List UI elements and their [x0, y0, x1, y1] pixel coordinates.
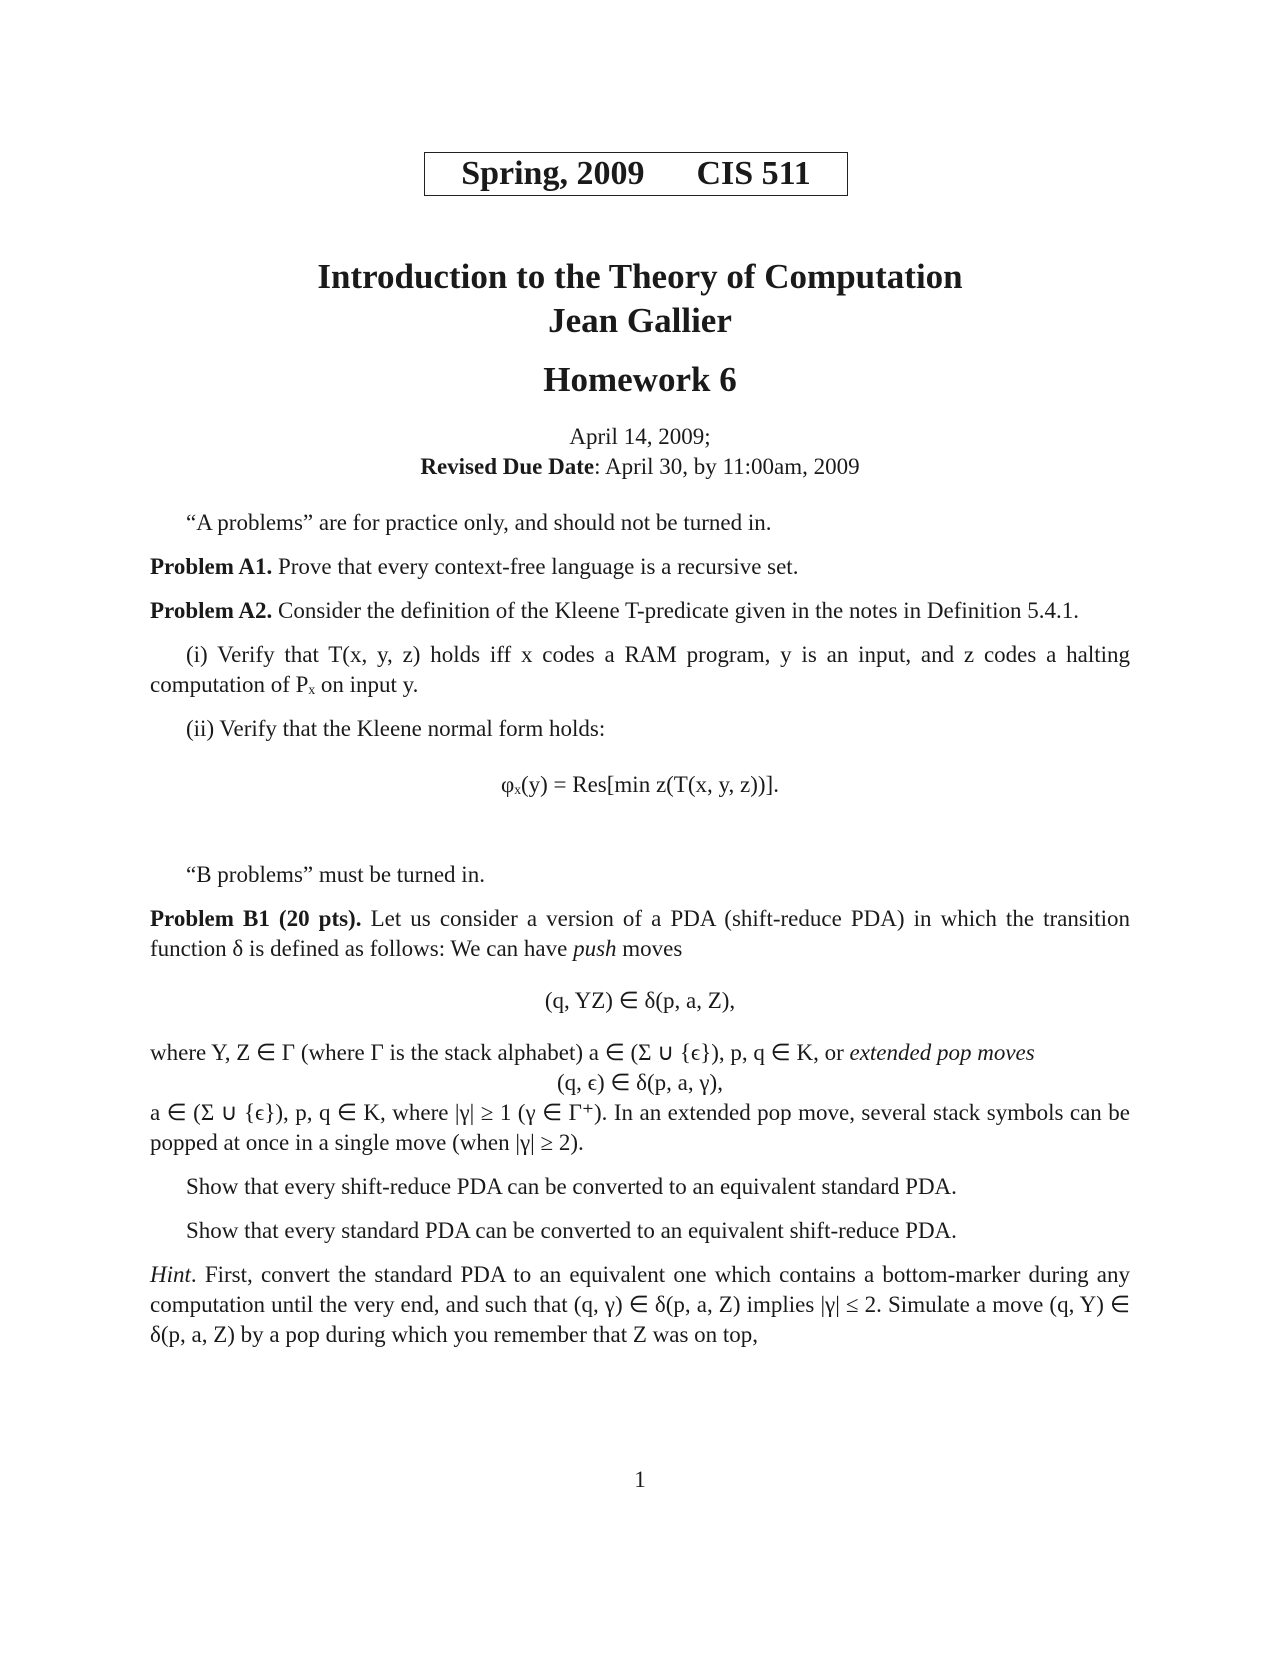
- problem-b1-where: [150, 1038, 1130, 1068]
- date-block: [0, 422, 1280, 482]
- problem-b1-show-2: Show that every standard PDA can be converted to an equivalent shift-reduce PDA.: [186, 1218, 957, 1243]
- page-number: 1: [634, 1467, 646, 1492]
- problem-a2-text: Consider the definition of the Kleene T-predicate given in the notes in Definition 5.4.1.: [277, 598, 1079, 623]
- pop-move-formula: (q, ϵ) ∈ δ(p, a, γ),: [557, 1070, 723, 1095]
- extended-pop-term: extended pop moves: [849, 1040, 1035, 1065]
- problem-b1: [150, 904, 1130, 964]
- problem-b1-hint: [150, 1260, 1130, 1350]
- term-label: Spring, 2009: [461, 155, 645, 192]
- homework-title: Homework 6: [543, 360, 737, 399]
- problem-a2-label: Problem A2.: [150, 598, 273, 623]
- due-date-label: Revised Due Date: [420, 454, 595, 479]
- hint-label: Hint: [150, 1262, 191, 1287]
- course-label: CIS 511: [696, 155, 811, 192]
- due-date: [0, 452, 1280, 482]
- problem-a1-label: Problem A1.: [150, 554, 273, 579]
- problem-a2: [150, 596, 1130, 626]
- problem-b1-text-a: Let us consider a version of a PDA (shift-reduce PDA) in which the transition function δ is defined as follows: We can have: [150, 906, 1130, 961]
- author-name: Jean Gallier: [548, 301, 732, 340]
- problem-b1-text-b: moves: [616, 936, 683, 961]
- problem-a2-part-ii: (ii) Verify that the Kleene normal form holds:: [186, 716, 606, 741]
- push-move-formula: (q, YZ) ∈ δ(p, a, Z),: [544, 988, 736, 1013]
- course-title: Introduction to the Theory of Computation: [317, 257, 963, 296]
- problem-a1-text: Prove that every context-free language is a recursive set.: [277, 554, 799, 579]
- b-problems-intro: “B problems” must be turned in.: [186, 862, 485, 887]
- due-date-value: : April 30, by 11:00am, 2009: [594, 454, 860, 479]
- issue-date: April 14, 2009;: [569, 424, 711, 449]
- problem-a2-part-i: (i) Verify that T(x, y, z) holds iff x codes a RAM program, y is an input, and z codes a halting computation of Pₓ on input y.: [150, 642, 1130, 697]
- kleene-normal-form-formula: φₓ(y) = Res[min z(T(x, y, z))].: [501, 772, 779, 797]
- problem-a1: [150, 552, 1130, 582]
- problem-b1-text-d: a ∈ (Σ ∪ {ϵ}), p, q ∈ K, where |γ| ≥ 1 (γ ∈ Γ⁺). In an extended pop move, several stack symbols can be popped at once in a single move (when |γ| ≥ 2).: [150, 1100, 1130, 1155]
- problem-b1-show-1: Show that every shift-reduce PDA can be converted to an equivalent standard PDA.: [186, 1174, 957, 1199]
- hint-text: . First, convert the standard PDA to an equivalent one which contains a bottom-marker during any computation until the very end, and such that (q, γ) ∈ δ(p, a, Z) implies |γ| ≤ 2. Simulate a move (q, Y) ∈ δ(p, a, Z) by a pop during which you remember that Z was on top,: [150, 1262, 1130, 1347]
- problem-b1-label: Problem B1 (20 pts).: [150, 906, 362, 931]
- a-problems-intro: “A problems” are for practice only, and should not be turned in.: [186, 510, 772, 535]
- problem-b1-text-c: where Y, Z ∈ Γ (where Γ is the stack alphabet) a ∈ (Σ ∪ {ϵ}), p, q ∈ K, or: [150, 1040, 850, 1065]
- course-header-box: [424, 152, 848, 196]
- document-body: [150, 508, 1130, 1350]
- push-term: push: [573, 936, 617, 961]
